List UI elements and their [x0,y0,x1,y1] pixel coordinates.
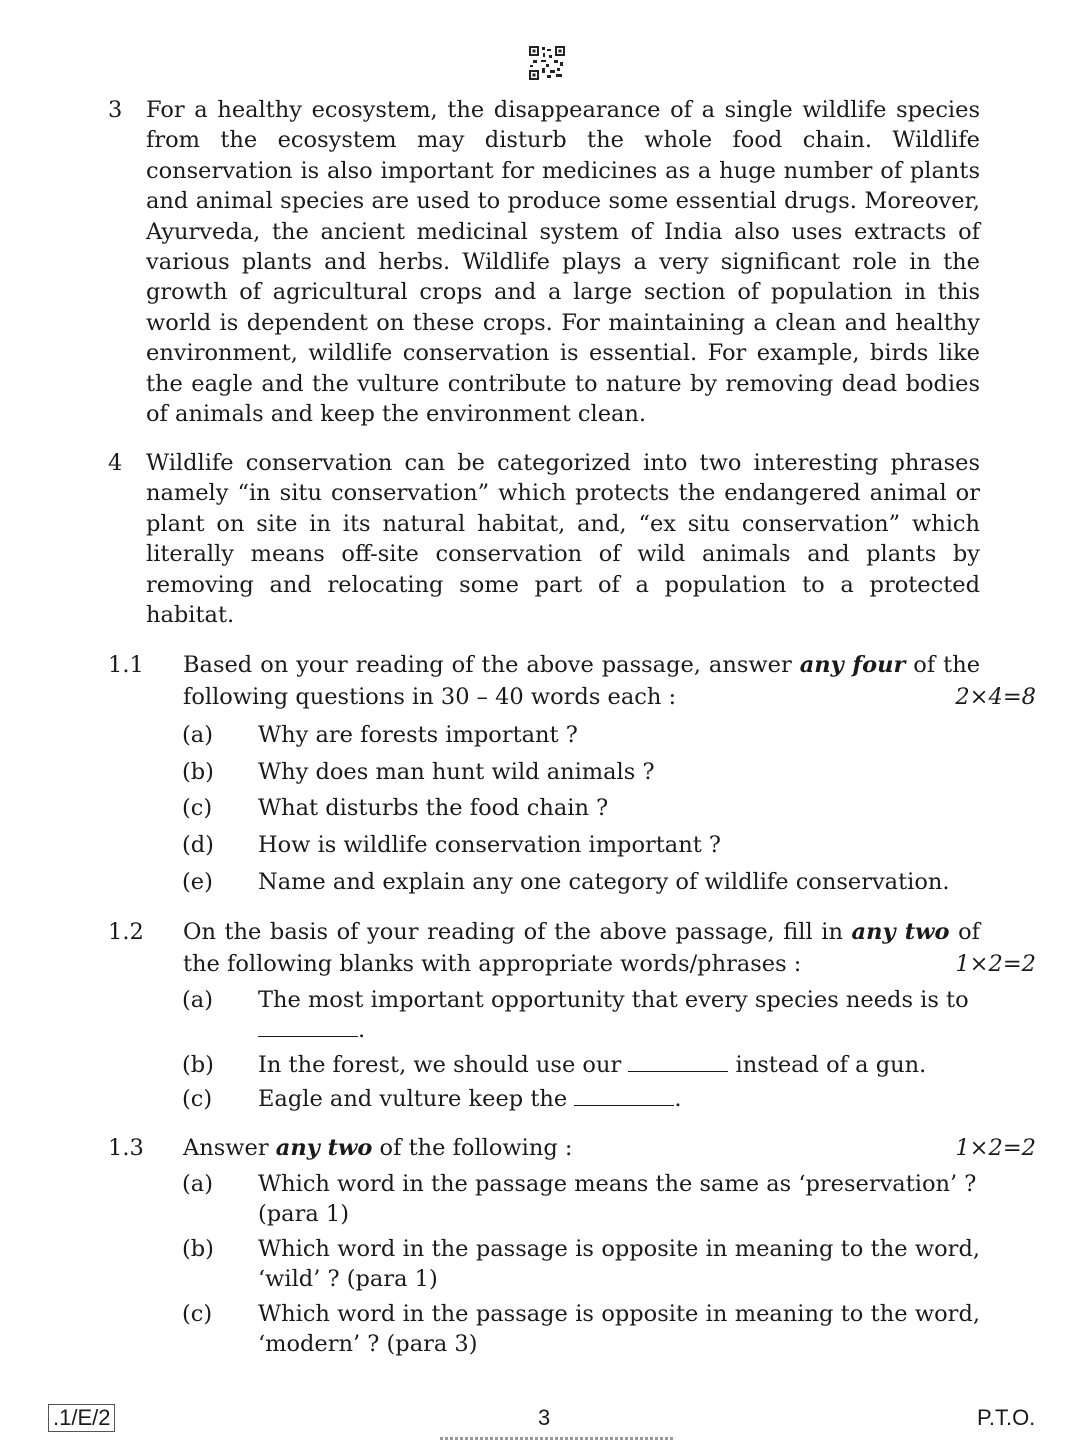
qr-code-icon [529,46,565,80]
marks-label: 1×2=2 [955,951,1036,977]
question-number: 1.2 [108,919,144,945]
item-label: (a) [182,722,213,748]
question-number: 1.3 [108,1135,144,1161]
item-label: (b) [182,1236,214,1262]
question-1-1-heading [108,649,1036,713]
question-text: Answer any two of the following : [183,1135,573,1161]
question-item [182,830,980,860]
item-text: In the forest, we should use our instead of a gun. [258,1052,927,1078]
item-label: (a) [182,1171,213,1197]
marks-label: 2×4=8 [955,684,1036,710]
question-item [182,867,980,897]
pto-label: P.T.O. [977,1405,1036,1430]
item-label: (c) [182,1301,213,1327]
answer-blank [258,1016,358,1037]
item-text: What disturbs the food chain ? [258,795,609,821]
question-item [182,720,980,750]
question-item [182,1299,980,1359]
item-text: Which word in the passage means the same as ‘preservation’ ? [258,1171,977,1197]
question-item [182,757,980,787]
item-text: Which word in the passage is opposite in meaning to the word, ‘wild’ ? (para 1) [258,1236,980,1292]
item-text: Which word in the passage is opposite in meaning to the word, ‘modern’ ? (para 3) [258,1301,980,1357]
marks-label: 1×2=2 [955,1135,1036,1161]
question-number: 1.1 [108,652,144,678]
item-text: Why does man hunt wild animals ? [258,759,655,785]
item-label: (b) [182,1052,214,1078]
microtext-strip [440,1437,675,1440]
para-reference: (para 1) [258,1201,350,1227]
item-label: (a) [182,987,213,1013]
item-label: (c) [182,795,213,821]
answer-blank [628,1051,728,1072]
question-item [182,793,980,823]
paragraph-number: 4 [108,450,123,476]
item-label: (d) [182,832,214,858]
item-label: (e) [182,869,213,895]
paragraph-text: For a healthy ecosystem, the disappearance of a single wildlife species from the ecosystem may disturb the whole food chain. Wildlife conservation is also important for medicines as a huge number of plants and animal species are used to produce some essential drugs. Moreover, Ayurveda, the ancient medicinal system of India also uses extracts of various plants and herbs. Wildlife plays a very significant role in the growth of agricultural crops and a large section of population in this world is dependent on these crops. For maintaining a clean and healthy environment, wildlife conservation is essential. For example, birds like the eagle and the vulture contribute to nature by removing dead bodies of animals and keep the environment clean. [146,97,980,428]
question-1-2-heading [108,916,1036,980]
page-number: 3 [538,1405,551,1430]
question-text: On the basis of your reading of the above passage, fill in any two of the following blanks with appropriate words/phrases : [183,919,981,977]
paragraph-text: Wildlife conservation can be categorized into two interesting phrases namely “in situ conservation” which protects the endangered animal or plant on site in its natural habitat, and, “ex situ conservation” which literally means off-site conservation of wild animals and plants by removing and relocating some part of a population to a protected habitat. [146,450,980,629]
item-label: (b) [182,759,214,785]
passage-paragraph-4 [108,448,980,630]
passage-paragraph-3 [108,95,980,429]
item-text: Eagle and vulture keep the . [258,1086,682,1112]
item-text: How is wildlife conservation important ? [258,832,721,858]
item-text: Why are forests important ? [258,722,578,748]
question-item [182,1050,980,1080]
item-label: (c) [182,1086,213,1112]
paper-code: .1/E/2 [48,1404,115,1432]
question-item [182,1084,980,1114]
question-item [182,1234,980,1294]
answer-blank [574,1085,674,1106]
question-1-3-heading [108,1132,1036,1164]
paragraph-number: 3 [108,97,123,123]
question-item [182,1169,980,1229]
item-text: The most important opportunity that every species needs is to . [258,987,969,1043]
question-item [182,985,980,1045]
item-text: Name and explain any one category of wildlife conservation. [258,869,950,895]
question-text: Based on your reading of the above passage, answer any four of the following questions in 30 – 40 words each : [183,652,981,710]
